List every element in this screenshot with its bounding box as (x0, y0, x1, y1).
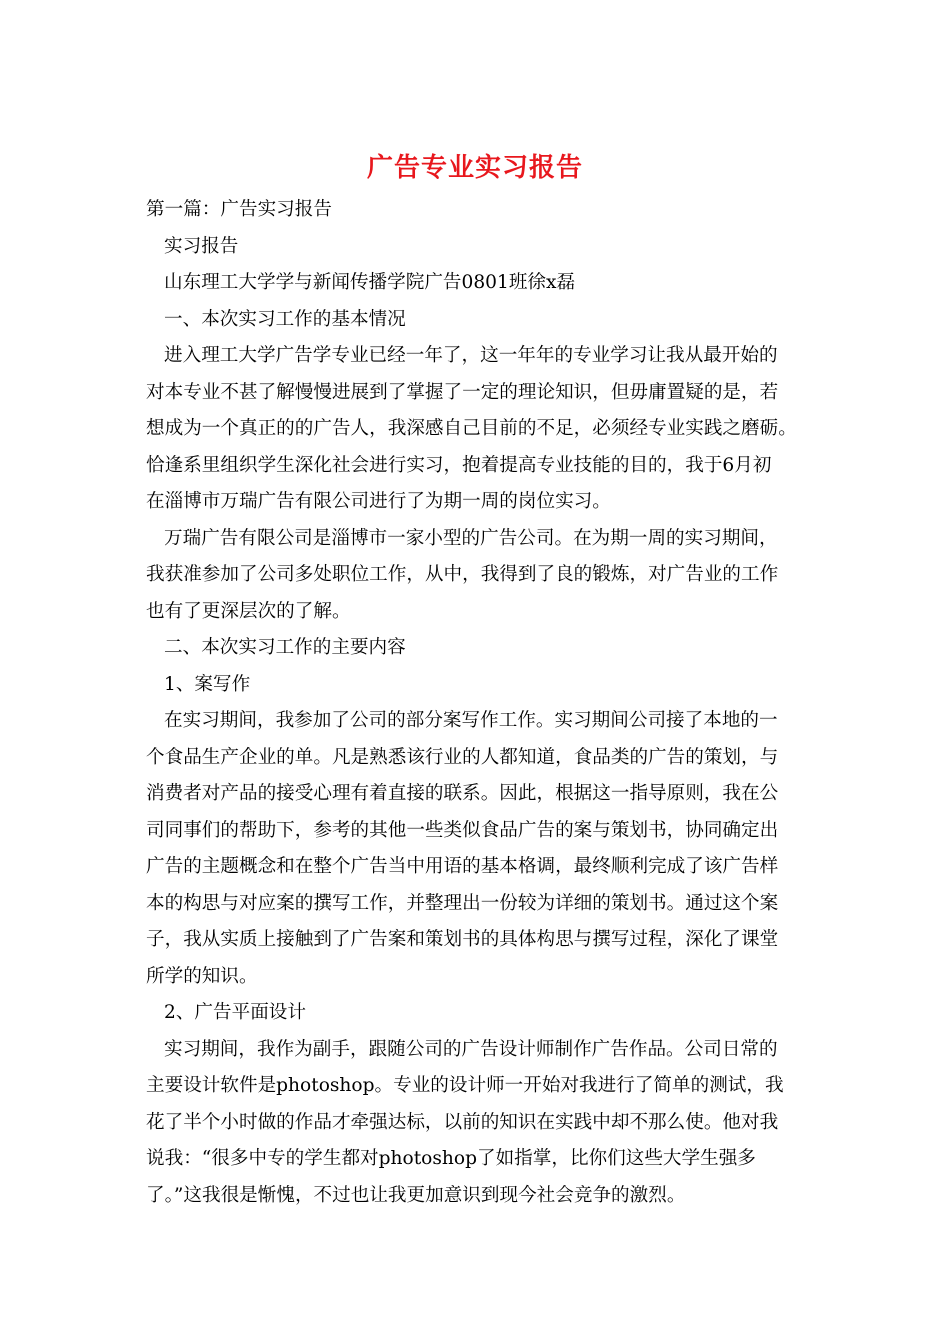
text-line: 恰逢系里组织学生深化社会进行实习，抱着提高专业技能的目的，我于6月初 (146, 454, 772, 476)
text-line: 也有了更深层次的了解。 (146, 600, 351, 622)
text-line: 本的构思与对应案的撰写工作，并整理出一份较为详细的策划书。通过这个案 (146, 892, 779, 914)
text-line: 第一篇：广告实习报告 (146, 199, 332, 220)
text-line: 子，我从实质上接触到了广告案和策划书的具体构思与撰写过程，深化了课堂 (146, 929, 779, 950)
text-line: 司同事们的帮助下，参考的其他一些类似食品广告的案与策划书，协同确定出 (146, 819, 779, 841)
text-line: 广告的主题概念和在整个广告当中用语的基本格调，最终顺利完成了该广告样 (146, 856, 779, 877)
text-line: 主要设计软件是photoshop。专业的设计师一开始对我进行了简单的测试，我 (146, 1075, 784, 1096)
text-line: 二、本次实习工作的主要内容 (164, 637, 406, 658)
text-line: 个食品生产企业的单。凡是熟悉该行业的人都知道，食品类的广告的策划，与 (146, 746, 779, 768)
text-line: 一、本次实习工作的基本情况 (164, 308, 406, 330)
text-line: 在实习期间，我参加了公司的部分案写作工作。实习期间公司接了本地的一 (164, 710, 778, 731)
text-line: 在淄博市万瑞广告有限公司进行了为期一周的岗位实习。 (146, 491, 611, 512)
text-line: 实习报告 (164, 235, 239, 257)
text-line: 花了半个小时做的作品才牵强达标，以前的知识在实践中却不那么使。他对我 (146, 1111, 779, 1133)
text-line: 2、广告平面设计 (164, 1002, 306, 1023)
text-line: 了。”这我很是惭愧，不过也让我更加意识到现今社会竞争的激烈。 (146, 1184, 686, 1206)
document-body (146, 192, 808, 1214)
text-line: 1、案写作 (164, 673, 251, 695)
text-line: 想成为一个真正的的广告人，我深感自己目前的不足，必须经专业实践之磨砺。 (146, 418, 797, 439)
text-line: 进入理工大学广告学专业已经一年了，这一年年的专业学习让我从最开始的 (164, 345, 778, 366)
text-line: 说我：“很多中专的学生都对photoshop了如指掌，比你们这些大学生强多 (146, 1148, 756, 1169)
text-line: 山东理工大学学与新闻传播学院广告0801班徐x磊 (164, 272, 576, 293)
text-line: 万瑞广告有限公司是淄博市一家小型的广告公司。在为期一周的实习期间， (164, 527, 778, 549)
text-line: 所学的知识。 (146, 965, 258, 987)
text-line: 我获准参加了公司多处职位工作，从中，我得到了良的锻炼，对广告业的工作 (146, 564, 779, 585)
document-title: 广告专业实习报告 (366, 153, 583, 183)
text-line: 对本专业不甚了解慢慢进展到了掌握了一定的理论知识，但毋庸置疑的是，若 (146, 381, 779, 403)
text-line: 实习期间，我作为副手，跟随公司的广告设计师制作广告作品。公司日常的 (164, 1038, 778, 1060)
text-line: 消费者对产品的接受心理有着直接的联系。因此，根据这一指导原则，我在公 (146, 783, 779, 804)
